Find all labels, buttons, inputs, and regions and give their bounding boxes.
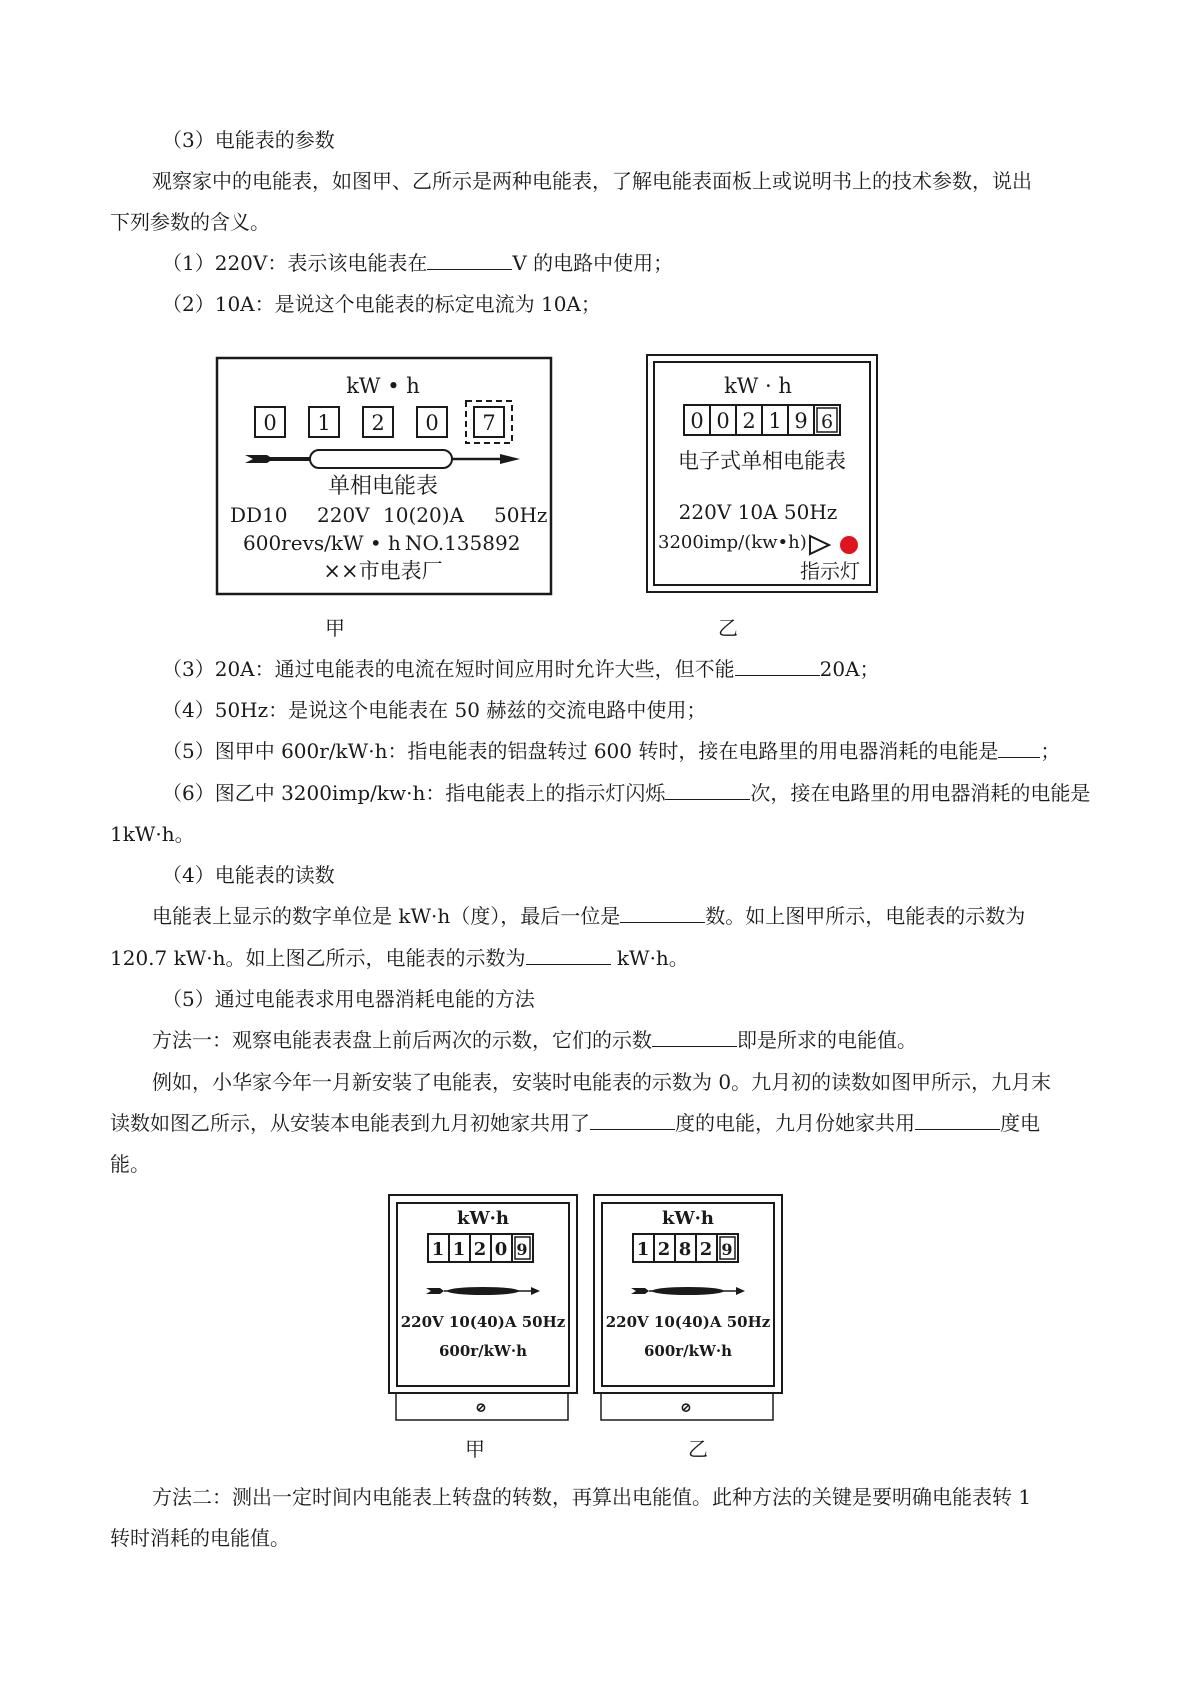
reading-line-2 [110, 944, 689, 972]
answer-blank-reading-b [526, 944, 611, 965]
method-2-line-1: 方法二：测出一定时间内电能表上转盘的转数，再算出电能值。此种方法的关键是要明确电能表转 1 [152, 1485, 1032, 1509]
meter-c-digit: 2 [473, 1239, 487, 1260]
section-heading-methods: （5）通过电能表求用电器消耗电能的方法 [162, 987, 535, 1011]
meter-a-revs: 600revs/kW • h [243, 531, 401, 555]
reading-2-text-b: kW·h。 [610, 946, 689, 970]
reading-2-text-a: 120.7 kW·h。如上图乙所示，电能表的示数为 [110, 946, 526, 970]
meter-d-digit: 2 [657, 1239, 671, 1260]
meter-c-disc-arrow [426, 1287, 540, 1295]
param-6-text-b: 次，接在电路里的用电器消耗的电能是 [750, 781, 1091, 805]
param-line-2: （2）10A：是说这个电能表的标定电流为 10A； [162, 292, 601, 316]
example-line-1: 例如，小华家今年一月新安装了电能表，安装时电能表的示数为 0。九月初的读数如图甲所示，九月末 [152, 1070, 1052, 1094]
param-line-3 [162, 655, 880, 683]
example-line-2 [110, 1109, 1040, 1137]
meter-a-digit: 7 [482, 411, 496, 435]
meter-a-digit: 0 [263, 411, 277, 435]
meter-b-figure [645, 353, 880, 595]
answer-blank-voltage [427, 249, 512, 270]
meter-b-indicator-label: 指示灯 [800, 559, 860, 583]
meter-d-digit: 2 [699, 1239, 713, 1260]
param-1-text-b: V 的电路中使用； [512, 251, 674, 275]
meter-c-digit: 1 [431, 1239, 445, 1260]
meter-a-frequency: 50Hz [494, 503, 548, 527]
meter-c-caption: 甲 [465, 1437, 485, 1461]
meter-a-maker: ××市电表厂 [323, 559, 443, 583]
meter-d-caption: 乙 [688, 1437, 708, 1461]
meter-c-figure [388, 1194, 580, 1456]
meter-c-digit: 9 [516, 1240, 528, 1259]
meter-d-spec: 220V 10(40)A 50Hz [605, 1313, 771, 1331]
meter-c-rev: 600r/kW·h [438, 1342, 528, 1360]
param-6-text-a: （6）图乙中 3200imp/kw·h：指电能表上的指示灯闪烁 [162, 781, 666, 805]
meter-b-impulse: 3200imp/(kw•h) [658, 532, 807, 553]
meter-c-unit: kW·h [456, 1208, 510, 1229]
reading-line-1 [152, 902, 1025, 930]
meter-c-digit: 1 [452, 1239, 466, 1260]
meter-c-digit: 0 [494, 1239, 508, 1260]
meter-b-digit: 0 [716, 409, 730, 433]
meter-d-rev: 600r/kW·h [643, 1342, 733, 1360]
param-5-text-b: ； [1040, 739, 1061, 763]
answer-blank-flash-count [665, 779, 750, 800]
meter-c-screw-icon: ⊘ [475, 1400, 487, 1416]
meter-d-digit: 1 [636, 1239, 650, 1260]
meter-b-digit: 0 [690, 409, 704, 433]
param-1-text-a: （1）220V：表示该电能表在 [162, 251, 428, 275]
meter-a-model: DD10 [230, 503, 288, 527]
method-1-line [152, 1026, 917, 1054]
param-line-6 [162, 779, 1090, 807]
meter-a-voltage: 220V [317, 503, 370, 527]
meter-b-indicator-lamp-icon [840, 536, 858, 554]
answer-blank-last-digit [620, 902, 705, 923]
section-heading-reading: （4）电能表的读数 [162, 863, 335, 887]
meter-a-digit: 0 [425, 411, 439, 435]
answer-blank-max-current [735, 655, 820, 676]
meter-b-digit: 6 [820, 411, 834, 433]
meter-d-disc-arrow [631, 1287, 745, 1295]
meter-a-current: 10(20)A [383, 503, 464, 527]
answer-blank-difference [652, 1026, 737, 1047]
intro-line-2: 下列参数的含义。 [110, 210, 270, 234]
meter-a-digit: 1 [317, 411, 331, 435]
param-line-6-cont: 1kW·h。 [110, 822, 195, 846]
meter-c-spec: 220V 10(40)A 50Hz [400, 1313, 566, 1331]
method-1-text-a: 方法一：观察电能表表盘上前后两次的示数，它们的示数 [152, 1028, 652, 1052]
meter-b-spec: 220V 10A 50Hz [678, 500, 838, 524]
meter-b-digit: 1 [768, 409, 782, 433]
reading-1-text-a: 电能表上显示的数字单位是 kW·h（度），最后一位是 [152, 904, 621, 928]
meter-b-indicator-arrow-icon [810, 536, 829, 554]
meter-a-figure [215, 356, 555, 596]
meter-a-serial: NO.135892 [405, 531, 521, 555]
meter-a-digit: 2 [371, 411, 385, 435]
meter-d-figure [593, 1194, 785, 1456]
example-2-text-b: 度的电能，九月份她家共用 [675, 1111, 915, 1135]
meter-b-name: 电子式单相电能表 [678, 449, 846, 473]
reading-1-text-b: 数。如上图甲所示，电能表的示数为 [705, 904, 1026, 928]
meter-b-caption: 乙 [718, 616, 738, 640]
param-3-text-b: 20A； [819, 657, 880, 681]
example-2-text-c: 度电 [1000, 1111, 1040, 1135]
param-5-text-a: （5）图甲中 600r/kW·h：指电能表的铝盘转过 600 转时，接在电路里的用电器消耗的电能是 [162, 739, 999, 763]
meter-a-unit: kW • h [346, 374, 420, 398]
answer-blank-energy-600r [998, 737, 1040, 758]
meter-b-digit: 9 [794, 409, 808, 433]
meter-d-screw-icon: ⊘ [680, 1400, 692, 1416]
meter-d-unit: kW·h [661, 1208, 715, 1229]
param-line-1 [162, 249, 673, 277]
meter-b-digit: 2 [742, 409, 756, 433]
section-heading-meter-params: （3）电能表的参数 [162, 128, 335, 152]
meter-a-caption: 甲 [325, 616, 345, 640]
intro-line-1: 观察家中的电能表，如图甲、乙所示是两种电能表，了解电能表面板上或说明书上的技术参数，说出 [152, 169, 1032, 193]
answer-blank-total-energy [590, 1109, 675, 1130]
example-line-3: 能。 [110, 1152, 150, 1176]
param-3-text-a: （3）20A：通过电能表的电流在短时间应用时允许大些，但不能 [162, 657, 735, 681]
meter-a-name: 单相电能表 [327, 474, 439, 499]
method-2-line-2: 转时消耗的电能值。 [110, 1526, 290, 1550]
meter-d-digit: 9 [721, 1240, 733, 1259]
example-2-text-a: 读数如图乙所示，从安装本电能表到九月初她家共用了 [110, 1111, 590, 1135]
answer-blank-september-energy [915, 1109, 1000, 1130]
meter-a-disc-arrow [245, 450, 520, 468]
method-1-text-b: 即是所求的电能值。 [737, 1028, 917, 1052]
meter-b-unit: kW · h [724, 374, 792, 398]
meter-d-digit: 8 [678, 1239, 692, 1260]
param-line-5 [162, 737, 1060, 765]
param-line-4: （4）50Hz：是说这个电能表在 50 赫兹的交流电路中使用； [162, 698, 707, 722]
